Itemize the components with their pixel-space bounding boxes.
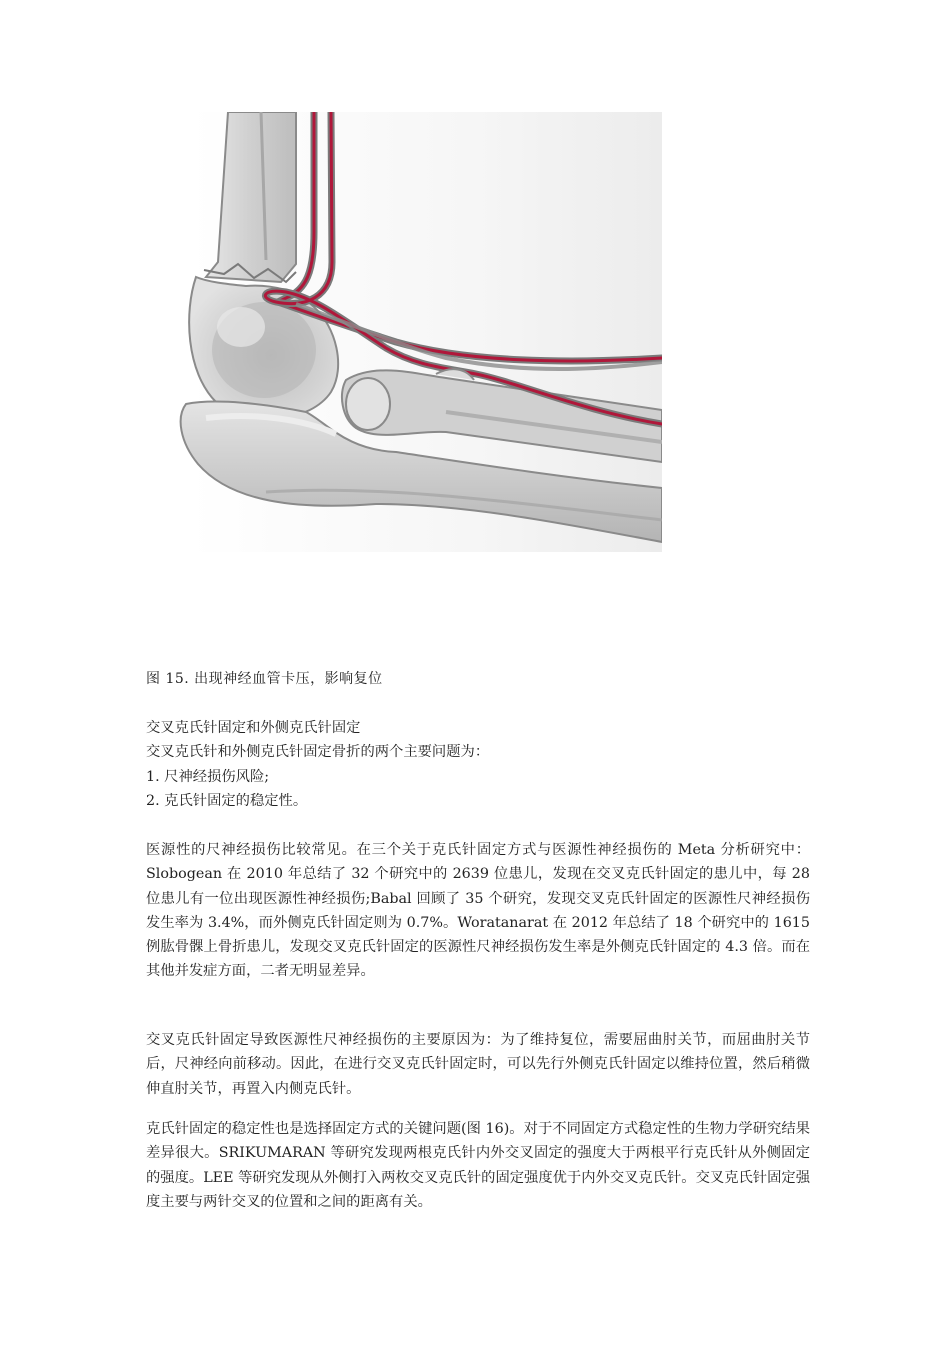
paragraph-stability: [146, 1117, 810, 1214]
elbow-illustration: [146, 112, 662, 552]
list-item: 2. 克氏针固定的稳定性。: [146, 792, 308, 809]
section-intro-line: 交叉克氏针和外侧克氏针固定骨折的两个主要问题为：: [146, 744, 490, 761]
paragraph-text: 医源性的尺神经损伤比较常见。在三个关于克氏针固定方式与医源性神经损伤的 Meta 分析研究中：Slobogean 在 2010 年总结了 32 个研究中的 2639 位患儿，发现在交叉克氏针固定的患儿中，每 28 位患儿有一位出现医源性神经损伤;Babal 回顾了 35 个研究，发现交叉克氏针固定的医源性尺神经损伤发生率为 3.4%，而外侧克氏针固定则为 0.7%。Woratanarat 在 2012 年总结了 18 个研究中的 1615 例肱骨髁上骨折患儿，发现交叉克氏针固定的医源性尺神经损伤发生率是外侧克氏针固定的 4.3 倍。而在其他并发症方面，二者无明显差异。: [146, 842, 810, 980]
list-item: 1. 尺神经损伤风险;: [146, 768, 270, 785]
figure-caption: 图 15. 出现神经血管卡压，影响复位: [146, 671, 383, 687]
paragraph-cause: [146, 1028, 810, 1101]
paragraph-meta-analysis: [146, 838, 810, 984]
section-heading: 交叉克氏针固定和外侧克氏针固定: [146, 720, 361, 736]
paragraph-text: 克氏针固定的稳定性也是选择固定方式的关键问题(图 16)。对于不同固定方式稳定性的生物力学研究结果差异很大。SRIKUMARAN 等研究发现两根克氏针内外交叉固定的强度大于两根平行克氏针从外侧固定的强度。LEE 等研究发现从外侧打入两枚交叉克氏针的固定强度优于内外交叉克氏针。交叉克氏针固定强度主要与两针交叉的位置和之间的距离有关。: [146, 1121, 810, 1210]
paragraph-text: 交叉克氏针固定导致医源性尺神经损伤的主要原因为：为了维持复位，需要屈曲肘关节，而屈曲肘关节后，尺神经向前移动。因此，在进行交叉克氏针固定时，可以先行外侧克氏针固定以维持位置，然后稍微伸直肘关节，再置入内侧克氏针。: [146, 1032, 810, 1097]
section-intro: [146, 716, 810, 813]
